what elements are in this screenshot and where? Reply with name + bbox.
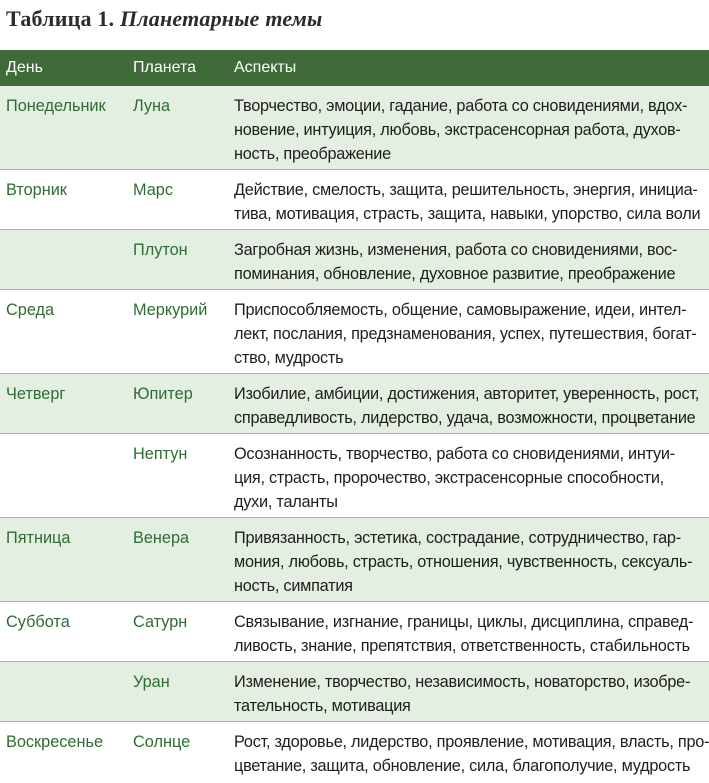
aspects-line: Изобилие, амбиции, достижения, авторитет, уверенность, рост,: [234, 385, 700, 403]
row-planet: Уран: [133, 673, 170, 691]
aspects-line: цветание, защита, обновление, сила, благополучие, мудрость: [234, 757, 691, 775]
row-planet: Нептун: [133, 445, 188, 463]
table-row: [0, 290, 709, 374]
table-row: [0, 518, 709, 602]
aspects-line: тательность, мотивация: [234, 697, 411, 715]
aspects-line: тива, мотивация, страсть, защита, навыки, упорство, сила воли: [234, 205, 701, 223]
row-aspects: [234, 526, 705, 598]
row-aspects: [234, 610, 705, 658]
row-day: Воскресенье: [6, 733, 104, 751]
row-aspects: [234, 298, 705, 370]
aspects-line: ство, мудрость: [234, 349, 344, 367]
table-row: [0, 602, 709, 662]
aspects-line: Связывание, изгнание, границы, циклы, дисциплина, справед-: [234, 613, 694, 631]
table-header: [0, 50, 709, 86]
header-aspects: Аспекты: [234, 59, 297, 76]
row-planet: Сатурн: [133, 613, 188, 631]
aspects-line: Творчество, эмоции, гадание, работа со сновидениями, вдох-: [234, 97, 688, 115]
row-aspects: [234, 382, 705, 430]
row-day: Понедельник: [6, 97, 106, 115]
table-row: [0, 170, 709, 230]
aspects-line: Изменение, творчество, независимость, новаторство, изобре-: [234, 673, 691, 691]
table-row: [0, 722, 709, 782]
row-aspects: [234, 442, 705, 514]
table-row: [0, 434, 709, 518]
row-aspects: [234, 730, 709, 778]
row-planet: Венера: [133, 529, 190, 547]
header-day: День: [6, 59, 43, 76]
aspects-line: справедливость, лидерство, удача, возможности, процветание: [234, 409, 696, 427]
row-aspects: [234, 238, 705, 286]
row-aspects: [234, 178, 705, 226]
row-planet: Меркурий: [133, 301, 208, 319]
aspects-line: Действие, смелость, защита, решительность, энергия, инициа-: [234, 181, 698, 199]
aspects-line: Привязанность, эстетика, сострадание, сотрудничество, гар-: [234, 529, 681, 547]
row-planet: Марс: [133, 181, 173, 199]
table-row: [0, 230, 709, 290]
table-title: [6, 4, 323, 34]
aspects-line: поминания, обновление, духовное развитие, преображение: [234, 265, 676, 283]
aspects-line: ность, преображение: [234, 145, 391, 163]
aspects-line: новение, интуиция, любовь, экстрасенсорная работа, духов-: [234, 121, 681, 139]
aspects-line: Осознанность, творчество, работа со сновидениями, интуи-: [234, 445, 675, 463]
table-row: [0, 662, 709, 722]
planetary-themes-table: [0, 50, 709, 782]
aspects-line: Рост, здоровье, лидерство, проявление, мотивация, власть, про-: [234, 733, 709, 751]
row-day: Среда: [6, 301, 55, 319]
row-day: Вторник: [6, 181, 67, 199]
row-day: Пятница: [6, 529, 71, 547]
table-title-number: Таблица 1.: [6, 6, 115, 31]
table-row: [0, 374, 709, 434]
row-planet: Солнце: [133, 733, 191, 751]
row-planet: Луна: [133, 97, 171, 115]
table-row: [0, 86, 709, 170]
row-day: Суббота: [6, 613, 70, 631]
aspects-line: ность, симпатия: [234, 577, 353, 595]
aspects-line: ливость, знание, препятствия, ответственность, стабильность: [234, 637, 690, 655]
row-planet: Плутон: [133, 241, 188, 259]
aspects-line: Приспособляемость, общение, самовыражение, идеи, интел-: [234, 301, 687, 319]
row-day: Четверг: [6, 385, 66, 403]
row-aspects: [234, 670, 705, 718]
row-aspects: [234, 94, 705, 166]
aspects-line: Загробная жизнь, изменения, работа со сновидениями, вос-: [234, 241, 678, 259]
aspects-line: ция, страсть, пророчество, экстрасенсорные способности,: [234, 469, 664, 487]
row-planet: Юпитер: [133, 385, 193, 403]
header-planet: Планета: [133, 59, 196, 76]
aspects-line: мония, любовь, страсть, отношения, чувственность, сексуаль-: [234, 553, 693, 571]
table-title-name: Планетарные темы: [119, 6, 323, 31]
aspects-line: лект, послания, предзнаменования, успех, путешествия, богат-: [234, 325, 697, 343]
aspects-line: духи, таланты: [234, 493, 338, 511]
